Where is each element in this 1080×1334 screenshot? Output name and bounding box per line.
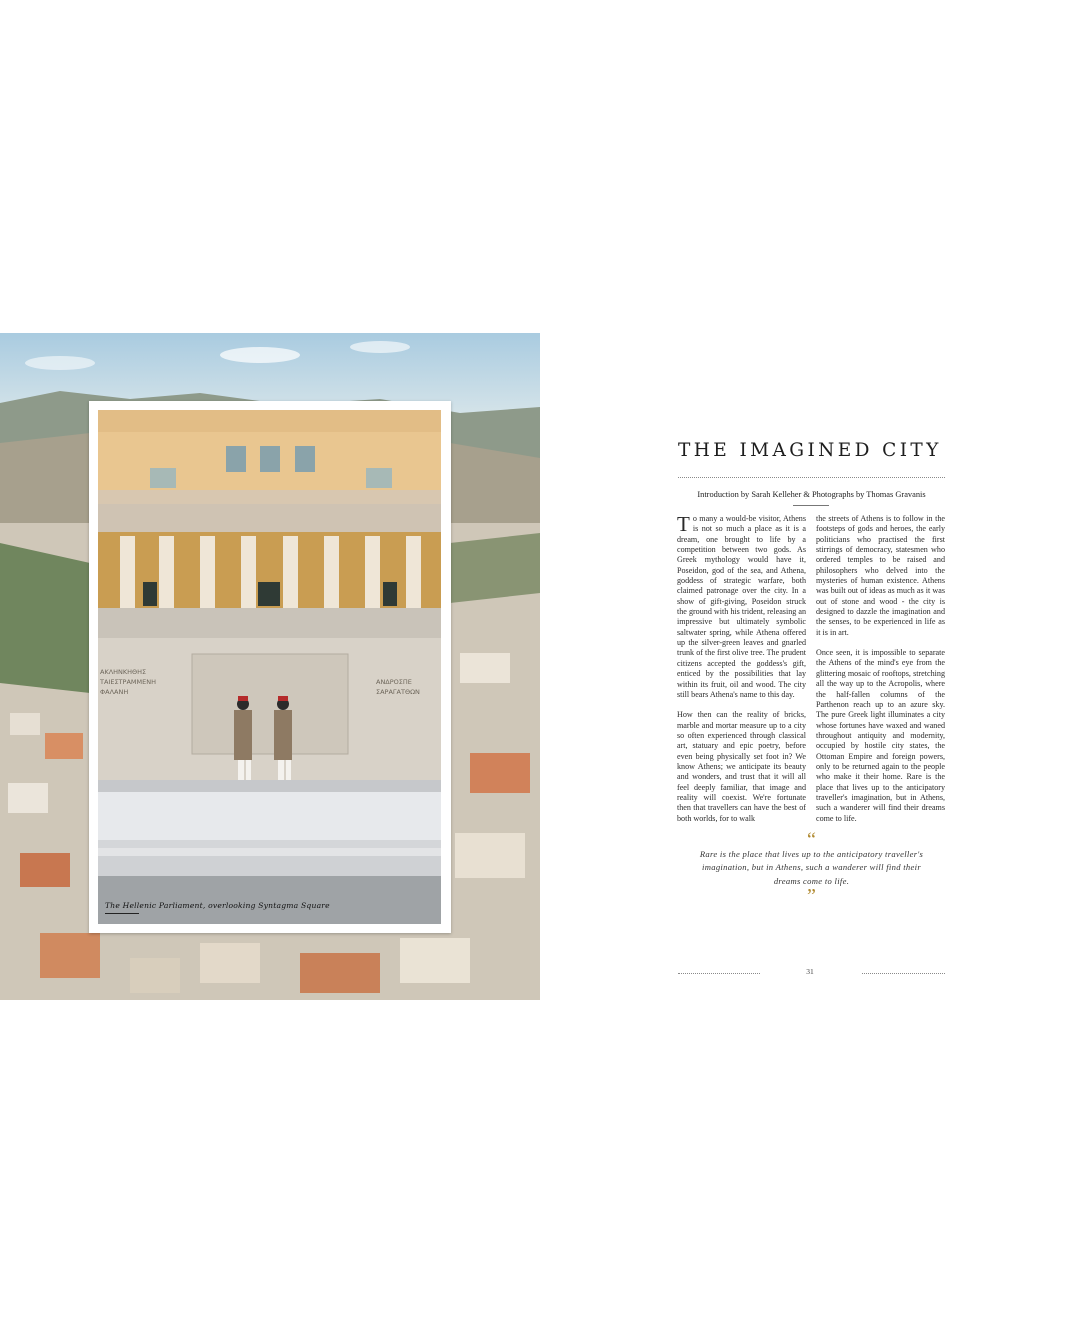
paragraph-1-text: o many a would-be visitor, Athens is not so much a place as it is a dream, one brought to life by a competition between two gods. As Greek mythology would have it, Poseidon, god of the sea, and Athena, goddess of strategic warfare, both claimed patronage over the city. In a show of gift-giving, Poseidon struck the ground with his trident, releasing an impressive but ultimately symbolic saltwater spring, while Athena offered up the silver-green leaves and gnarled trunk of the first olive tree. The prudent citizens accepted the goddess's gift, enticed by the possibilities that lay within its fruit, oil and wood. The city still bears Athena's name to this day.: [677, 514, 806, 699]
inscription-left-2: ΤΑΙΕΣΤΡΑΜΜΕΝΗ: [100, 678, 156, 686]
caption-underline: [105, 913, 139, 914]
paragraph-1: [677, 514, 806, 700]
inscription-left-3: ΦΑΛΑΝΗ: [100, 688, 129, 696]
inscription-right-2: ΣΑΡΑΓΑΤΘΩΝ: [376, 688, 420, 696]
byline-underline: [793, 505, 829, 506]
article-title: THE IMAGINED CITY: [678, 440, 942, 461]
pull-quote: Rare is the place that lives up to the anticipatory traveller's imagination, but in Athens, such a wanderer will find their dreams come to life.: [699, 849, 924, 886]
paragraph-4: Once seen, it is impossible to separate the Athens of the mind's eye from the glittering mosaic of rooftops, stretching all the way up to the Acropolis, where the half-fallen columns of the Parthenon reach up to an azure sky. The pure Greek light illuminates a city whose fortunes have waxed and waned throughout antiquity and modernity, occupied by hostile city states, the Ottoman Empire and foreign powers, only to be returned again to the people who make it their home. Rare is the place that lives up to the anticipatory traveller's imagination, but in Athens, such a wanderer will find their dreams come to life.: [816, 648, 945, 823]
open-quote-icon: “: [807, 829, 816, 851]
title-divider: [678, 477, 945, 478]
paragraph-2: How then can the reality of bricks, marble and mortar measure up to a city so often experienced through classical art, statuary and epic poetry, before even being physically set foot in? We know Athens; we anticipate its beauty and wonders, and trust that it will all feel deeply familiar, that image and reality will coexist. We're fortunate then that travellers can have the best of both worlds, for to walk: [677, 710, 806, 823]
dropcap: T: [677, 512, 690, 536]
parliament-illustration: [98, 410, 441, 924]
inscription-right: ΑΝΔΡΟΣΠΕ: [376, 678, 412, 686]
text-column-right: [816, 514, 945, 834]
inscription-left: ΑΚΛΗΝΚΗΘΗΣ: [100, 668, 147, 676]
text-column-left: [677, 514, 806, 834]
footer-divider-right: [862, 973, 945, 974]
page-number: 31: [806, 967, 814, 976]
parliament-photo: [98, 410, 441, 924]
photo-caption: The Hellenic Parliament, overlooking Syntagma Square: [105, 901, 330, 910]
paragraph-3: the streets of Athens is to follow in the footsteps of gods and heroes, the early politicians who practised the first stirrings of democracy, statesmen who ordered temples to be raised and philosophers who delved into the mysteries of human existence. Athens was built out of ideas as much as it was out of stone and wood - the city is designed to dazzle the imagination and the senses, to be experienced in life as it is in art.: [816, 514, 945, 637]
byline: Introduction by Sarah Kelleher & Photographs by Thomas Gravanis: [697, 490, 926, 499]
close-quote-icon: ”: [807, 885, 816, 907]
footer-divider-left: [678, 973, 760, 974]
